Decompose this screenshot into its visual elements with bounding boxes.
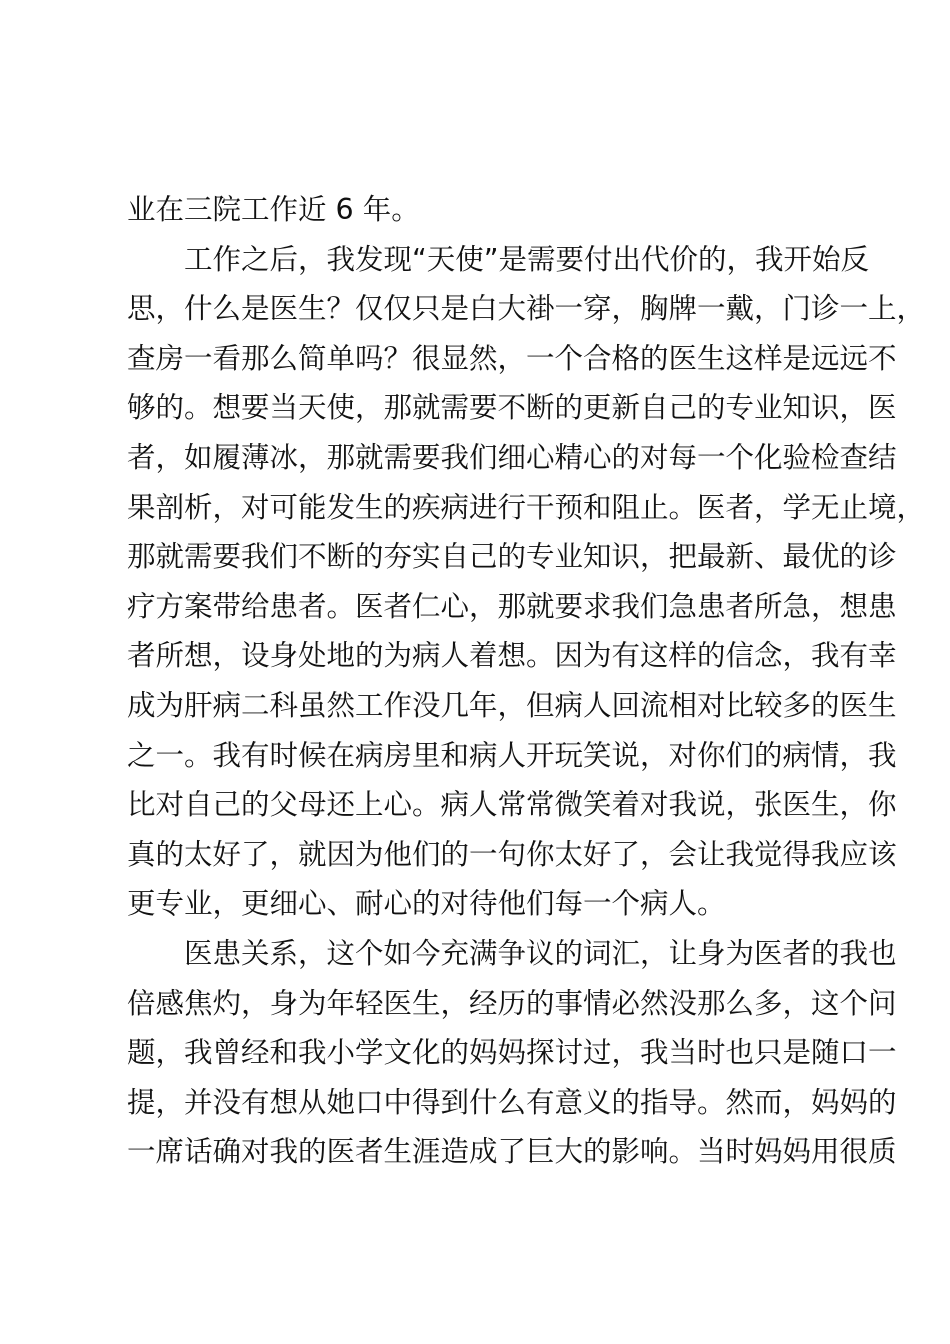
text-line: 那就需要我们不断的夯实自己的专业知识，把最新、最优的诊 [127, 540, 897, 574]
text-line: 成为肝病二科虽然工作没几年，但病人回流相对比较多的医生 [127, 688, 897, 722]
text-line: 者，如履薄冰，那就需要我们细心精心的对每一个化验检查结 [127, 440, 897, 474]
text-line: 思，什么是医生？仅仅只是白大褂一穿，胸牌一戴，门诊一上， [127, 292, 926, 326]
text-line: 工作之后，我发现“天使”是需要付出代价的，我开始反 [127, 242, 870, 276]
text-line: 医患关系，这个如今充满争议的词汇，让身为医者的我也 [127, 936, 897, 970]
text-line: 更专业，更细心、耐心的对待他们每一个病人。 [127, 887, 726, 921]
text-line: 者所想，设身处地的为病人着想。因为有这样的信念，我有幸 [127, 639, 897, 673]
text-line: 题，我曾经和我小学文化的妈妈探讨过，我当时也只是随口一 [127, 1036, 897, 1070]
text-line: 一席话确对我的医者生涯造成了巨大的影响。当时妈妈用很质 [127, 1135, 897, 1169]
text-line: 查房一看那么简单吗？很显然，一个合格的医生这样是远远不 [127, 341, 897, 375]
text-line: 够的。想要当天使，那就需要不断的更新自己的专业知识，医 [127, 391, 897, 425]
text-line: 比对自己的父母还上心。病人常常微笑着对我说，张医生，你 [127, 788, 897, 822]
text-line: 疗方案带给患者。医者仁心，那就要求我们急患者所急，想患 [127, 589, 897, 623]
text-line: 提，并没有想从她口中得到什么有意义的指导。然而，妈妈的 [127, 1085, 897, 1119]
text-line: 果剖析，对可能发生的疾病进行干预和阻止。医者，学无止境， [127, 490, 926, 524]
text-line: 真的太好了，就因为他们的一句你太好了，会让我觉得我应该 [127, 837, 897, 871]
text-line: 业在三院工作近 6 年。 [127, 193, 420, 226]
text-line: 倍感焦灼，身为年轻医生，经历的事情必然没那么多，这个问 [127, 986, 897, 1020]
text-line: 之一。我有时候在病房里和病人开玩笑说，对你们的病情，我 [127, 738, 897, 772]
body-text [127, 185, 926, 1177]
